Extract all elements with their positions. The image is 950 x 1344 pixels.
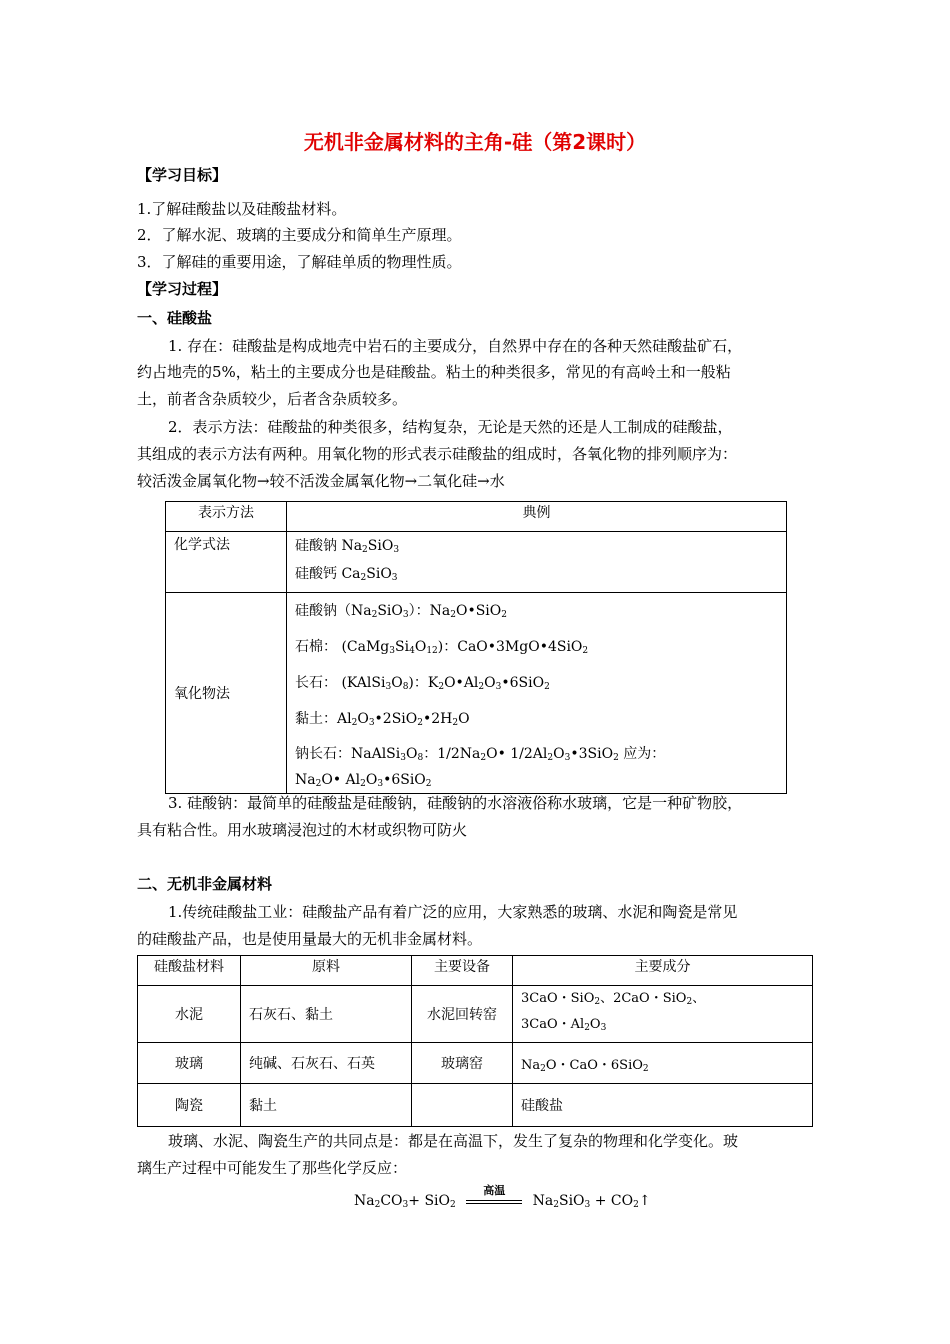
table-cell: 石灰石、黏土 — [241, 986, 412, 1043]
table-cell: 水泥 — [138, 986, 241, 1043]
chemical-equation: $Na_2CO_3+ SiO_2$ 高温 $Na_2SiO_3$ + $CO_2↑$ — [354, 1184, 651, 1210]
page-title: 无机非金属材料的主角-硅（第2课时） — [303, 130, 647, 154]
table-cell: 水泥回转窑 — [412, 986, 513, 1043]
section1-heading: 一、硅酸盐 — [137, 309, 213, 327]
goals-heading: 【学习目标】 — [137, 166, 228, 184]
representation-table — [165, 501, 787, 794]
goal-item: 1.了解硅酸盐以及硅酸盐材料。 — [137, 200, 347, 218]
paragraph-line: 玻璃、水泥、陶瓷生产的共同点是：都是在高温下，发生了复杂的物理和化学变化。玻 — [168, 1132, 739, 1150]
table-row — [166, 532, 787, 593]
goal-item: 2．了解水泥、玻璃的主要成分和简单生产原理。 — [137, 226, 462, 244]
table-row — [166, 593, 787, 794]
table-header-row — [138, 956, 813, 986]
paragraph-line: 的硅酸盐产品，也是使用量最大的无机非金属材料。 — [137, 930, 483, 948]
process-heading: 【学习过程】 — [137, 280, 228, 298]
reaction-arrow — [466, 1184, 522, 1210]
reaction-condition: 高温 — [483, 1184, 506, 1197]
table-header-cell: 主要成分 — [513, 956, 813, 986]
table-cell: 3CaO・SiO$_2$、2CaO・SiO$_2$、 3CaO・$Al_2O_3$ — [513, 986, 813, 1043]
table-cell: 硅酸钠$(Na_2SiO_3)$：$Na_2O•SiO_2$ 石棉： $(CaMg_3Si_4O_{12})$：CaO•3MgO•4SiO$_2$ 长石： $(KAlSi_3O_8)$：$K_2O•Al_2O_3•6SiO_2$ 黏土：$Al_2O_3•2SiO_2•2H_2O$ 钠长石：$NaAlSi_3O_8$：$1/2Na_2O•$ $1/2Al_2O_3•3SiO_2$ 应为： $Na_2O•$ $Al_2O_3•6SiO_2$ — [287, 593, 787, 794]
table-cell — [412, 1084, 513, 1127]
table-cell: 黏土 — [241, 1084, 412, 1127]
table-cell: 硅酸钠 $Na_2SiO_3$ 硅酸钙 $Ca_2SiO_3$ — [287, 532, 787, 593]
paragraph-line: 3. 硅酸钠：最简单的硅酸盐是硅酸钠，硅酸钠的水溶液俗称水玻璃，它是一种矿物胶， — [168, 794, 743, 812]
table-header-cell: 表示方法 — [166, 502, 287, 532]
paragraph-line: 1.传统硅酸盐工业：硅酸盐产品有着广泛的应用，大家熟悉的玻璃、水泥和陶瓷是常见 — [168, 903, 738, 921]
paragraph-line: 土，前者含杂质较少，后者含杂质较多。 — [137, 390, 408, 408]
table-header-cell: 主要设备 — [412, 956, 513, 986]
table-row — [138, 1043, 813, 1084]
table-cell: 纯碱、石灰石、石英 — [241, 1043, 412, 1084]
table-cell: $Na_2O$・CaO・6SiO$_2$ — [513, 1043, 813, 1084]
table-header-row — [166, 502, 787, 532]
paragraph-line: 1. 存在：硅酸盐是构成地壳中岩石的主要成分，自然界中存在的各种天然硅酸盐矿石， — [168, 337, 743, 355]
table-header-cell: 典例 — [287, 502, 787, 532]
table-cell: 陶瓷 — [138, 1084, 241, 1127]
goal-item: 3．了解硅的重要用途，了解硅单质的物理性质。 — [137, 253, 462, 271]
paragraph-line: 较活泼金属氧化物→较不活泼金属氧化物→二氧化硅→水 — [137, 472, 505, 490]
paragraph-line: 其组成的表示方法有两种。用氧化物的形式表示硅酸盐的组成时，各氧化物的排列顺序为： — [137, 445, 738, 463]
paragraph-line: 约占地壳的5%，粘土的主要成分也是硅酸盐。粘土的种类很多，常见的有高岭土和一般粘 — [137, 363, 731, 381]
paragraph-line: 2．表示方法：硅酸盐的种类很多，结构复杂，无论是天然的还是人工制成的硅酸盐， — [168, 418, 733, 436]
table-header-cell: 原料 — [241, 956, 412, 986]
table-row — [138, 1084, 813, 1127]
section2-heading: 二、无机非金属材料 — [137, 875, 273, 893]
materials-table — [137, 955, 813, 1127]
paragraph-line: 具有粘合性。用水玻璃浸泡过的木材或织物可防火 — [137, 821, 468, 839]
table-cell: 玻璃 — [138, 1043, 241, 1084]
table-row — [138, 986, 813, 1043]
table-cell: 化学式法 — [166, 532, 287, 593]
table-cell: 玻璃窑 — [412, 1043, 513, 1084]
table-cell: 氧化物法 — [166, 593, 287, 794]
table-cell: 硅酸盐 — [513, 1084, 813, 1127]
table-header-cell: 硅酸盐材料 — [138, 956, 241, 986]
paragraph-line: 璃生产过程中可能发生了那些化学反应： — [137, 1159, 408, 1177]
